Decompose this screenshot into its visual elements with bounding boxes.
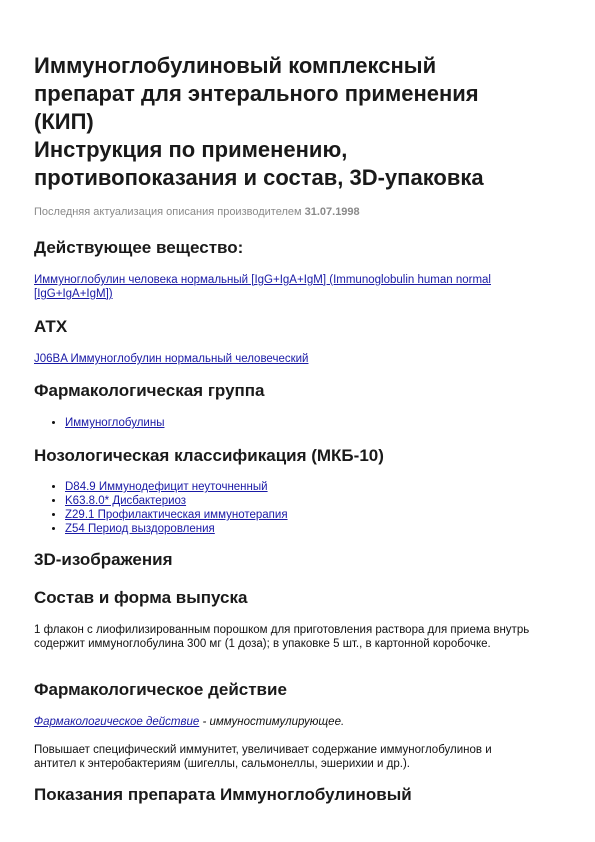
list-item (65, 416, 534, 430)
pharm-action-line (34, 715, 534, 729)
active-substance-section (34, 237, 534, 301)
active-substance-heading: Действующее вещество: (34, 238, 244, 257)
pharm-action-link[interactable] (34, 716, 199, 728)
title-line-4: Инструкция по применению, (34, 137, 348, 162)
page-title (34, 52, 534, 192)
icd-link-z54[interactable]: Z54 Период выздоровления (65, 523, 215, 535)
pharm-action-text: Повышает специфический иммунитет, увеличивает содержание иммуноглобулинов и антител к энтеробактериям (шигеллы, сальмонеллы, эшерихии и др.). (34, 744, 492, 770)
atc-section (34, 316, 534, 366)
icd-link-z29-1[interactable]: Z29.1 Профилактическая иммунотерапия (65, 509, 288, 521)
icd-list (34, 480, 534, 536)
images-3d-heading: 3D-изображения (34, 550, 173, 569)
indications-heading: Показания препарата Иммуноглобулиновый (34, 785, 412, 804)
composition-section (34, 587, 534, 651)
last-updated-label: Последняя актуализация описания производителем (34, 206, 302, 218)
icd-link-d84-9[interactable]: D84.9 Иммунодефицит неуточненный (65, 481, 268, 493)
last-updated (34, 206, 534, 218)
pharm-group-link[interactable]: Иммуноглобулины (65, 417, 165, 429)
pharm-action-link-text: Фармакологическое действие (34, 716, 200, 728)
last-updated-date: 31.07.1998 (304, 206, 360, 218)
icd-heading: Нозологическая классификация (МКБ-10) (34, 446, 384, 465)
active-substance-link[interactable]: Иммуноглобулин человека нормальный [IgG+IgA+IgM] (Immunoglobulin human normal [IgG+IgA+IgM]) (34, 274, 491, 300)
pharm-action-section (34, 679, 534, 771)
list-item (65, 508, 534, 522)
title-line-5: противопоказания и состав, 3D-упаковка (34, 165, 484, 190)
pharm-action-suffix: - иммуностимулирующее. (199, 716, 345, 728)
indications-section (34, 784, 534, 806)
list-item (65, 494, 534, 508)
icd-link-k63-8-0[interactable]: K63.8.0* Дисбактериоз (65, 495, 187, 507)
title-line-1: Иммуноглобулиновый комплексный (34, 53, 437, 78)
images-3d-section (34, 549, 534, 571)
title-line-2: препарат для энтерального применения (34, 81, 479, 106)
list-item (65, 522, 534, 536)
composition-heading: Состав и форма выпуска (34, 588, 248, 607)
atc-link[interactable]: J06BA Иммуноглобулин нормальный человеческий (34, 353, 309, 365)
list-item (65, 480, 534, 494)
pharm-group-heading: Фармакологическая группа (34, 381, 265, 400)
pharm-action-heading: Фармакологическое действие (34, 680, 287, 699)
atc-heading: АТХ (34, 317, 68, 336)
icd-section (34, 445, 534, 536)
pharm-group-list (34, 416, 534, 430)
document-page (34, 52, 534, 804)
composition-text: 1 флакон с лиофилизированным порошком для приготовления раствора для приема внутрь содержит иммуноглобулина 300 мг (1 доза); в упаковке 5 шт., в картонной коробочке. (34, 624, 530, 650)
title-line-3: (КИП) (34, 109, 94, 134)
pharm-group-section (34, 380, 534, 430)
